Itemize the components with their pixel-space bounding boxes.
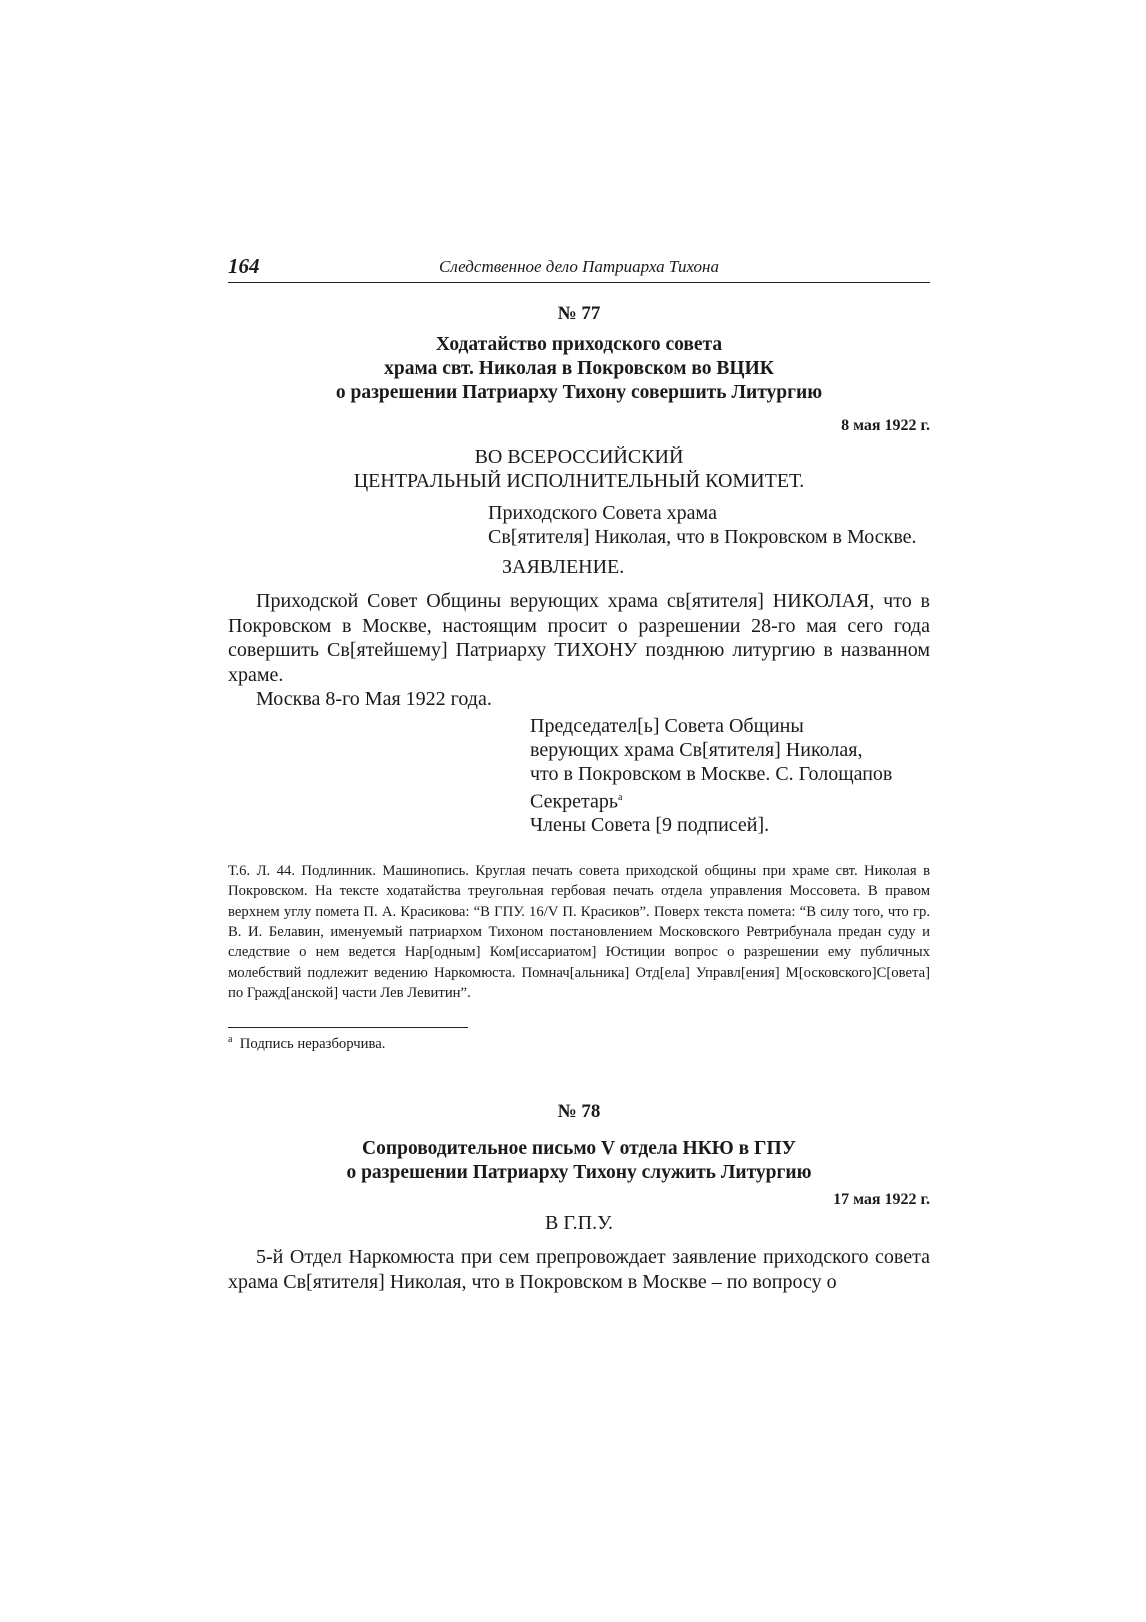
doc78-heading-line: Сопроводительное письмо V отдела НКЮ в ГПУ: [362, 1138, 796, 1160]
secretary-label: Секретарь: [530, 790, 619, 813]
doc78-addressee: В Г.П.У.: [545, 1212, 613, 1235]
secretary-line: [530, 786, 930, 814]
signature-line: верующих храма Св[ятителя] Николая,: [530, 738, 863, 761]
signature-line: Председател[ь] Совета Общины: [530, 714, 804, 737]
doc77-heading-line: о разрешении Патриарху Тихону совершить Литургию: [335, 382, 823, 403]
running-head: [228, 252, 930, 283]
members-line: Члены Совета [9 подписей].: [530, 814, 770, 837]
footnote-ref: a: [618, 791, 623, 803]
document-page: [228, 252, 930, 1294]
doc78-heading-line: о разрешении Патриарху Тихону служить Литургию: [346, 1162, 812, 1184]
page-number: 164: [228, 254, 260, 278]
footnote: [228, 1034, 930, 1053]
running-title: Следственное дело Патриарха Тихона: [439, 257, 719, 276]
sender-line: Приходского Совета храма: [488, 502, 717, 524]
footnote-rule: [228, 1027, 468, 1028]
doc77-addressee: [228, 445, 930, 493]
doc77-doc-type: ЗАЯВЛЕНИЕ.: [502, 556, 625, 578]
doc77-body: Приходской Совет Общины верующих храма св[ятителя] НИКОЛАЯ, что в Покровском в Москве, настоящим просит о разрешении 28-го мая сего года совершить Св[ятейшему] Патриарху ТИХОНУ позднюю литургию в названном храме.: [228, 590, 930, 686]
doc77-date: 8 мая 1922 г.: [841, 417, 930, 434]
signature-line: что в Покровском в Москве. С. Голощапов: [530, 762, 893, 785]
footnote-mark: a: [228, 1034, 233, 1046]
footnote-text: Подпись неразборчива.: [239, 1036, 386, 1053]
doc77-source-note: Т.6. Л. 44. Подлинник. Машинопись. Круглая печать совета приходской общины при храме свт. Николая в Покровском. На тексте ходатайства треугольная гербовая печать отдела управления Моссовета. В правом верхнем углу помета П. А. Красикова: “В ГПУ. 16/V П. Красиков”. Поверх текста помета: “В силу того, что гр. В. И. Белавин, именуемый патриархом Тихоном постановлением Московского Ревтрибунала предан суду и следствие о нем ведется Нар[одным] Ком[иссариатом] Юстиции вопрос о разрешении ему публичных молебствий подлежит ведению Наркомюста. Помнач[альника] Отд[ела] Управл[ения] М[осковского]С[овета] по Гражд[анской] части Лев Левитин”.: [228, 863, 930, 1001]
doc78-heading: [228, 1137, 930, 1185]
doc78-address-row: [228, 1189, 930, 1239]
doc78-body: 5-й Отдел Наркомюста при сем препровождает заявление приходского совета храма Св[ятителя] Николая, что в Покровском в Москве – по вопросу о: [228, 1246, 930, 1293]
doc77-heading-line: Ходатайство приходского совета: [435, 334, 723, 355]
doc77-place-date: Москва 8-го Мая 1922 года.: [256, 688, 492, 710]
doc77-heading: [228, 333, 930, 405]
doc77-number: № 77: [557, 303, 601, 324]
sender-line: Св[ятителя] Николая, что в Покровском в Москве.: [488, 526, 917, 548]
addressee-line: ВО ВСЕРОССИЙСКИЙ: [474, 446, 684, 468]
doc78-number: № 78: [557, 1101, 601, 1123]
doc77-heading-line: храма свт. Николая в Покровском во ВЦИК: [384, 358, 774, 379]
doc77-signatures: [530, 714, 930, 838]
addressee-line: ЦЕНТРАЛЬНЫЙ ИСПОЛНИТЕЛЬНЫЙ КОМИТЕТ.: [353, 470, 805, 492]
doc78-date: 17 мая 1922 г.: [833, 1191, 930, 1209]
doc77-sender: [488, 501, 930, 549]
